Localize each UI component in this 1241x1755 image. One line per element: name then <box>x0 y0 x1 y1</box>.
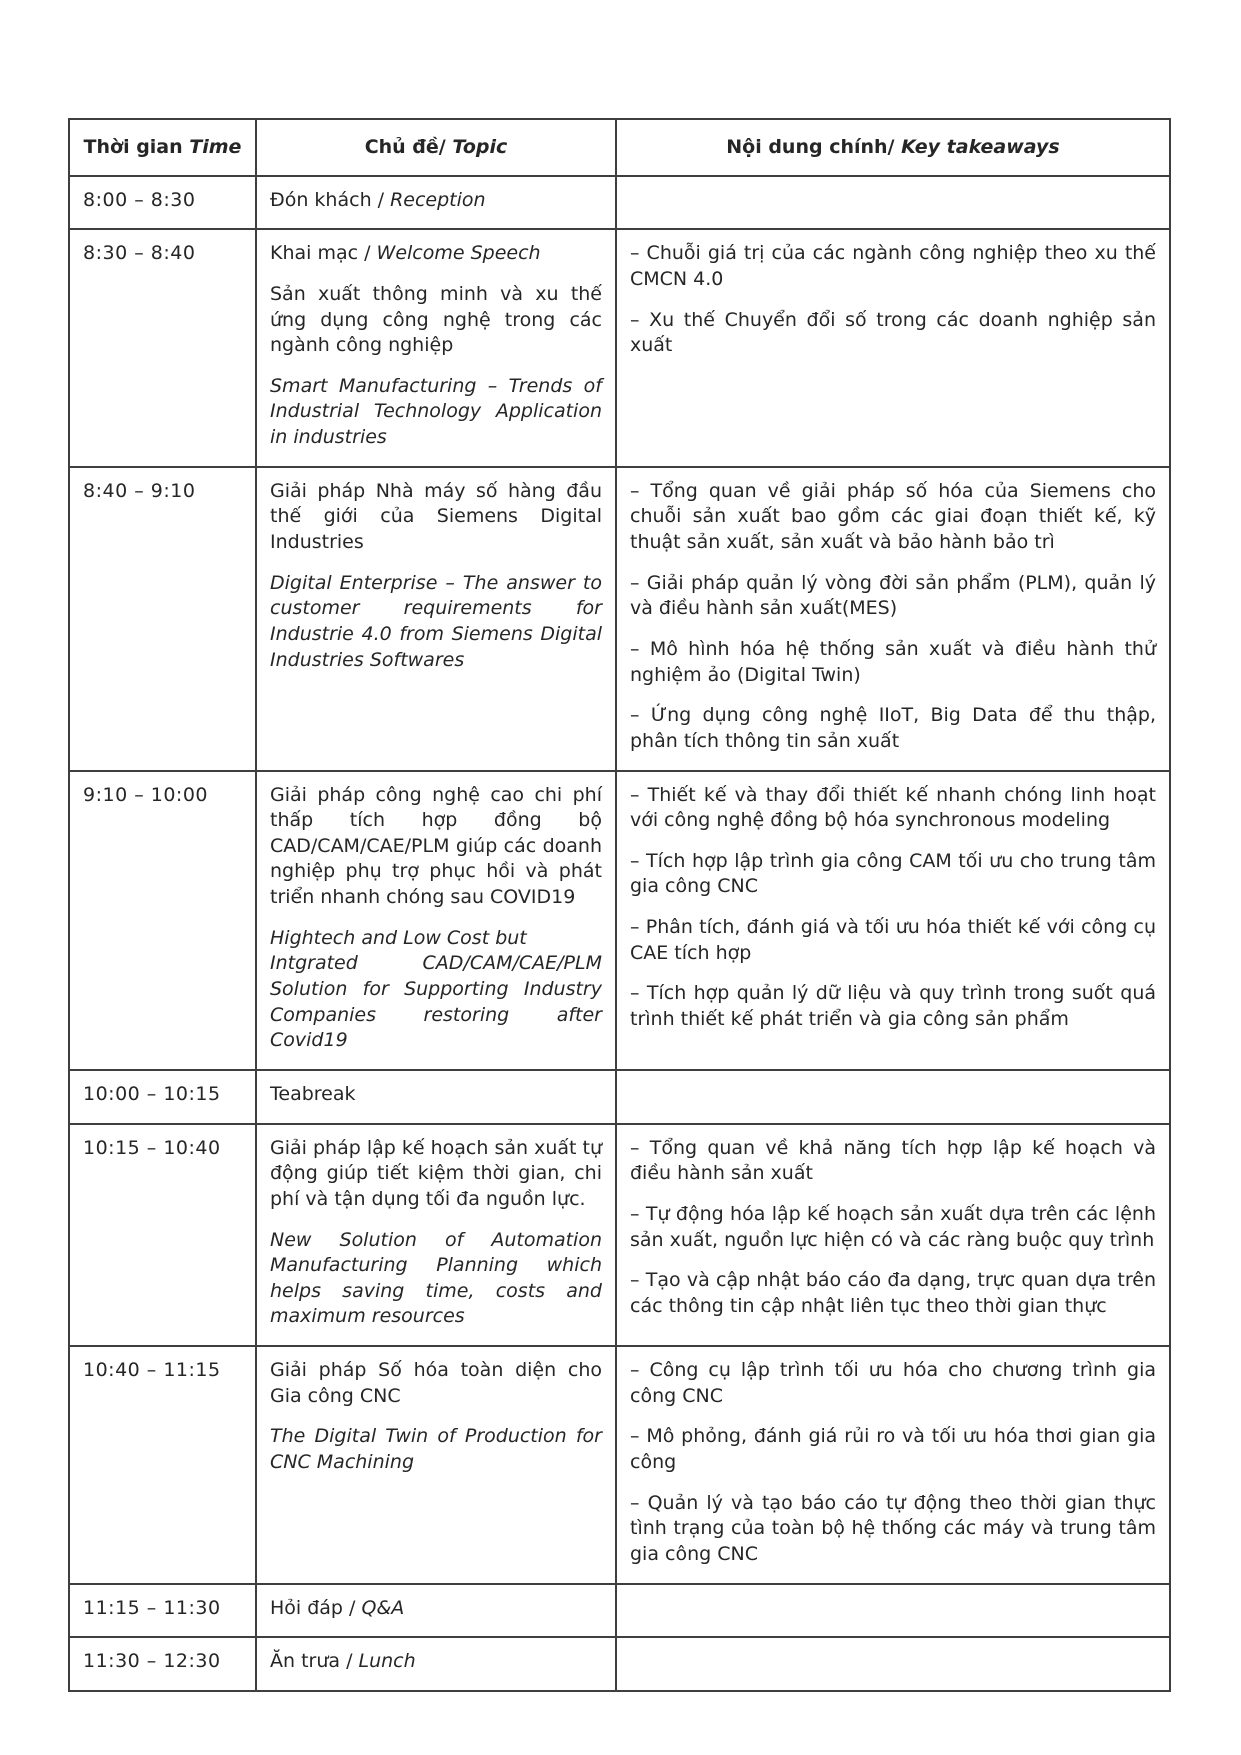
agenda-body <box>69 176 1170 1691</box>
table-row <box>69 1584 1170 1638</box>
takeaway-item: – Công cụ lập trình tối ưu hóa cho chương trình gia công CNC <box>630 1359 1156 1407</box>
time-cell: 10:40 – 11:15 <box>69 1346 256 1583</box>
takeaway-item: – Mô hình hóa hệ thống sản xuất và điều hành thử nghiệm ảo (Digital Twin) <box>630 637 1156 686</box>
topic-cell <box>256 1070 616 1124</box>
text-run: Giải pháp công nghệ cao chi phí thấp tích hợp đồng bộ CAD/CAM/CAE/PLM giúp các doanh nghiệp phụ trợ phục hồi và phát triển nhanh chóng sau COVID19 <box>270 783 602 909</box>
topic-paragraph <box>270 1358 602 1409</box>
time-cell: 10:15 – 10:40 <box>69 1124 256 1346</box>
takeaway-item: – Thiết kế và thay đổi thiết kế nhanh chóng linh hoạt với công nghệ đồng bộ hóa synchronous modeling <box>630 783 1156 832</box>
text-run-italic: New Solution of Automation Manufacturing Planning which helps saving time, costs and maximum resources <box>270 1228 602 1328</box>
text-run-italic: Hightech and Low Cost but <box>270 926 527 949</box>
topic-cell <box>256 229 616 466</box>
text-run: Giải pháp lập kế hoạch sản xuất tự động giúp tiết kiệm thời gian, chi phí và tận dụng tối đa nguồn lực. <box>270 1136 602 1210</box>
takeaway-item: – Tự động hóa lập kế hoạch sản xuất dựa trên các lệnh sản xuất, nguồn lực hiện có và các ràng buộc quy trình <box>630 1202 1156 1251</box>
table-row <box>69 229 1170 466</box>
takeaways-cell <box>616 1584 1170 1638</box>
topic-paragraph <box>270 1424 602 1475</box>
text-run: Hỏi đáp / <box>270 1596 362 1619</box>
topic-paragraph <box>270 188 602 214</box>
time-cell: 8:40 – 9:10 <box>69 467 256 771</box>
topic-paragraph <box>270 374 602 451</box>
text-run-italic: Intgrated CAD/CAM/CAE/PLM Solution for Supporting Industry Companies restoring after Covid19 <box>270 952 602 1052</box>
topic-paragraph <box>270 1596 602 1622</box>
topic-paragraph <box>270 783 602 911</box>
time-cell: 8:30 – 8:40 <box>69 229 256 466</box>
takeaway-item: – Tổng quan về giải pháp số hóa của Siemens cho chuỗi sản xuất bao gồm các giai đoạn thiết kế, kỹ thuật sản xuất, sản xuất và bảo hành bảo trì <box>630 479 1156 554</box>
takeaway-item: – Tổng quan về khả năng tích hợp lập kế hoạch và điều hành sản xuất <box>630 1136 1156 1185</box>
text-run-italic: Lunch <box>358 1650 416 1673</box>
table-row <box>69 1637 1170 1691</box>
takeaways-cell <box>616 467 1170 771</box>
table-row <box>69 771 1170 1070</box>
text-run: Giải pháp Số hóa toàn diện cho Gia công CNC <box>270 1359 602 1407</box>
takeaways-cell <box>616 1124 1170 1346</box>
text-run-italic: Key takeaways <box>901 136 1060 158</box>
text-run-italic: Topic <box>452 136 508 158</box>
takeaways-cell <box>616 176 1170 230</box>
topic-paragraph <box>270 1649 602 1675</box>
topic-cell <box>256 176 616 230</box>
time-cell: 10:00 – 10:15 <box>69 1070 256 1124</box>
time-cell: 9:10 – 10:00 <box>69 771 256 1070</box>
topic-paragraph <box>270 926 602 1054</box>
topic-cell <box>256 1637 616 1691</box>
header-row <box>69 119 1170 176</box>
text-run: Ăn trưa / <box>270 1650 359 1673</box>
table-row <box>69 176 1170 230</box>
takeaways-cell <box>616 1637 1170 1691</box>
agenda-header <box>69 119 1170 176</box>
takeaway-item: – Ứng dụng công nghệ IIoT, Big Data để thu thập, phân tích thông tin sản xuất <box>630 704 1156 752</box>
topic-cell <box>256 771 616 1070</box>
time-cell: 11:15 – 11:30 <box>69 1584 256 1638</box>
topic-paragraph <box>270 1228 602 1331</box>
takeaways-cell <box>616 771 1170 1070</box>
text-run-italic: The Digital Twin of Production for CNC Machining <box>270 1425 602 1473</box>
takeaway-item: – Phân tích, đánh giá và tối ưu hóa thiết kế với công cụ CAE tích hợp <box>630 916 1156 964</box>
text-run: Nội dung chính/ <box>726 136 902 158</box>
agenda-table <box>68 118 1171 1692</box>
topic-paragraph <box>270 479 602 556</box>
text-run-italic: Digital Enterprise – The answer to customer requirements for Industrie 4.0 from Siemens Digital Industries Softwares <box>270 571 602 671</box>
time-cell: 11:30 – 12:30 <box>69 1637 256 1691</box>
header-takeaways <box>616 119 1170 176</box>
text-run: Giải pháp Nhà máy số hàng đầu thế giới của Siemens Digital Industries <box>270 479 602 554</box>
takeaway-item: – Tạo và cập nhật báo cáo đa dạng, trực quan dựa trên các thông tin cập nhật liên tục theo thời gian thực <box>630 1269 1156 1317</box>
topic-paragraph <box>270 282 602 359</box>
text-run: Khai mạc / <box>270 242 377 265</box>
text-run: Chủ đề/ <box>364 136 453 158</box>
takeaway-item: – Giải pháp quản lý vòng đời sản phẩm (PLM), quản lý và điều hành sản xuất(MES) <box>630 571 1156 620</box>
header-time <box>69 119 256 176</box>
text-run: Thời gian <box>83 136 190 158</box>
text-run-italic: Time <box>189 136 242 158</box>
takeaway-item: – Quản lý và tạo báo cáo tự động theo thời gian thực tình trạng của toàn bộ hệ thống các máy và trung tâm gia công CNC <box>630 1491 1156 1565</box>
text-run-italic: Smart Manufacturing – Trends of Industrial Technology Application in industries <box>270 374 602 449</box>
takeaway-item: – Tích hợp quản lý dữ liệu và quy trình trong suốt quá trình thiết kế phát triển và gia công sản phẩm <box>630 982 1156 1031</box>
takeaway-item: – Tích hợp lập trình gia công CAM tối ưu cho trung tâm gia công CNC <box>630 849 1156 898</box>
takeaway-item: – Chuỗi giá trị của các ngành công nghiệp theo xu thế CMCN 4.0 <box>630 242 1156 290</box>
table-row <box>69 467 1170 771</box>
time-cell: 8:00 – 8:30 <box>69 176 256 230</box>
header-topic <box>256 119 616 176</box>
topic-paragraph <box>270 241 602 267</box>
table-row <box>69 1124 1170 1346</box>
topic-cell <box>256 1584 616 1638</box>
text-run: Teabreak <box>270 1082 356 1105</box>
topic-paragraph <box>270 1082 602 1108</box>
topic-cell <box>256 467 616 771</box>
text-run: Đón khách / <box>270 188 391 211</box>
topic-cell <box>256 1346 616 1583</box>
topic-cell <box>256 1124 616 1346</box>
takeaways-cell <box>616 1070 1170 1124</box>
text-run: Sản xuất thông minh và xu thế ứng dụng công nghệ trong các ngành công nghiệp <box>270 282 602 357</box>
takeaway-item: – Xu thế Chuyển đổi số trong các doanh nghiệp sản xuất <box>630 308 1156 357</box>
text-run-italic: Reception <box>390 188 486 211</box>
takeaways-cell <box>616 1346 1170 1583</box>
takeaway-item: – Mô phỏng, đánh giá rủi ro và tối ưu hóa thơi gian gia công <box>630 1425 1156 1473</box>
text-run-italic: Welcome Speech <box>376 242 541 265</box>
takeaways-cell <box>616 229 1170 466</box>
table-row <box>69 1346 1170 1583</box>
text-run-italic: Q&A <box>361 1596 405 1619</box>
topic-paragraph <box>270 571 602 674</box>
table-row <box>69 1070 1170 1124</box>
topic-paragraph <box>270 1136 602 1213</box>
